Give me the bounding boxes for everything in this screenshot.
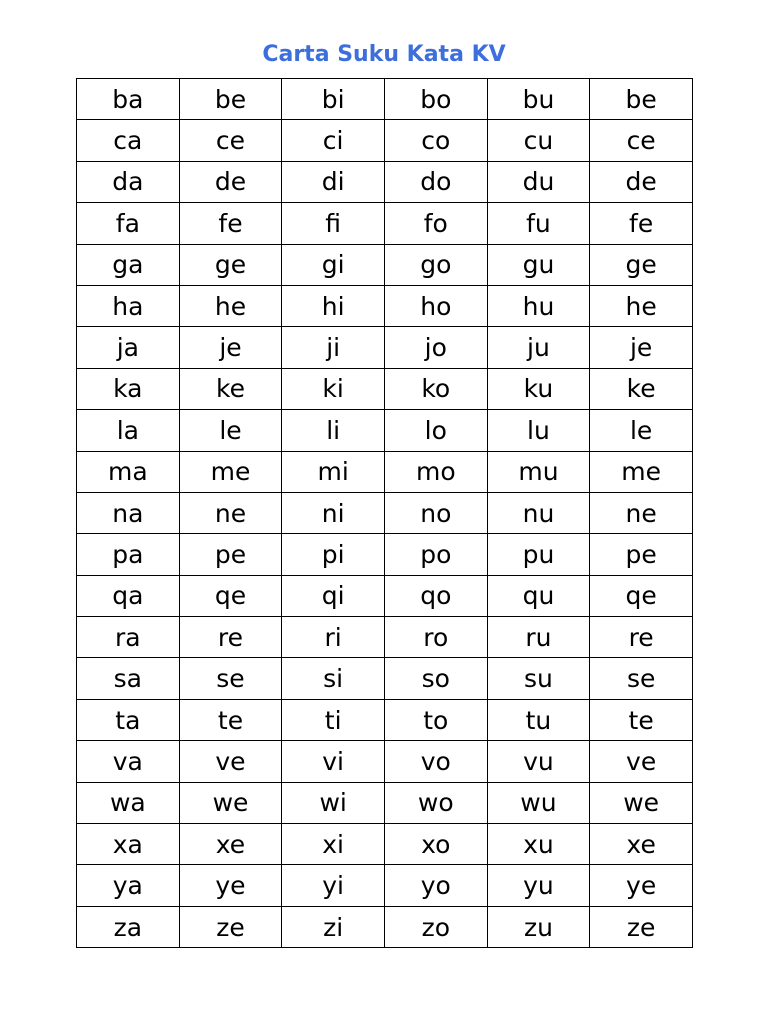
syllable-cell: ci <box>282 120 385 161</box>
syllable-cell: la <box>77 410 180 451</box>
syllable-cell: ma <box>77 451 180 492</box>
syllable-cell: ra <box>77 617 180 658</box>
syllable-cell: ku <box>487 368 590 409</box>
syllable-cell: so <box>384 658 487 699</box>
syllable-cell: zu <box>487 906 590 947</box>
syllable-cell: xe <box>590 824 693 865</box>
table-row <box>77 285 693 326</box>
syllable-cell: va <box>77 741 180 782</box>
syllable-cell: we <box>590 782 693 823</box>
syllable-cell: se <box>590 658 693 699</box>
syllable-cell: vu <box>487 741 590 782</box>
syllable-cell: re <box>590 617 693 658</box>
syllable-cell: fo <box>384 203 487 244</box>
table-row <box>77 368 693 409</box>
syllable-cell: fi <box>282 203 385 244</box>
syllable-cell: qo <box>384 575 487 616</box>
syllable-cell: fu <box>487 203 590 244</box>
syllable-cell: gu <box>487 244 590 285</box>
syllable-cell: mo <box>384 451 487 492</box>
syllable-cell: pu <box>487 534 590 575</box>
syllable-cell: fe <box>590 203 693 244</box>
syllable-cell: su <box>487 658 590 699</box>
syllable-cell: ka <box>77 368 180 409</box>
table-row <box>77 410 693 451</box>
syllable-cell: ca <box>77 120 180 161</box>
syllable-cell: mi <box>282 451 385 492</box>
syllable-cell: be <box>590 79 693 120</box>
syllable-cell: xa <box>77 824 180 865</box>
syllable-cell: ja <box>77 327 180 368</box>
table-row <box>77 492 693 533</box>
syllable-cell: le <box>590 410 693 451</box>
syllable-cell: fa <box>77 203 180 244</box>
syllable-cell: qi <box>282 575 385 616</box>
syllable-cell: na <box>77 492 180 533</box>
syllable-cell: yi <box>282 865 385 906</box>
table-row <box>77 79 693 120</box>
syllable-cell: ru <box>487 617 590 658</box>
table-row <box>77 451 693 492</box>
table-row <box>77 741 693 782</box>
table-row <box>77 327 693 368</box>
syllable-cell: ya <box>77 865 180 906</box>
syllable-cell: me <box>590 451 693 492</box>
syllable-cell: je <box>179 327 282 368</box>
syllable-cell: ne <box>590 492 693 533</box>
syllable-cell: mu <box>487 451 590 492</box>
syllable-cell: to <box>384 699 487 740</box>
syllable-cell: ke <box>590 368 693 409</box>
syllable-cell: xo <box>384 824 487 865</box>
table-row <box>77 906 693 947</box>
syllable-cell: ge <box>179 244 282 285</box>
syllable-cell: wu <box>487 782 590 823</box>
syllable-cell: re <box>179 617 282 658</box>
table-row <box>77 120 693 161</box>
syllable-cell: sa <box>77 658 180 699</box>
syllable-cell: hu <box>487 285 590 326</box>
syllable-cell: ki <box>282 368 385 409</box>
syllable-cell: te <box>179 699 282 740</box>
syllable-cell: no <box>384 492 487 533</box>
syllable-cell: ri <box>282 617 385 658</box>
syllable-cell: pe <box>179 534 282 575</box>
syllable-cell: hi <box>282 285 385 326</box>
syllable-cell: ve <box>590 741 693 782</box>
syllable-cell: vi <box>282 741 385 782</box>
syllable-chart <box>76 78 693 948</box>
syllable-cell: te <box>590 699 693 740</box>
syllable-cell: ji <box>282 327 385 368</box>
syllable-cell: ti <box>282 699 385 740</box>
syllable-cell: de <box>590 161 693 202</box>
syllable-cell: ve <box>179 741 282 782</box>
syllable-cell: jo <box>384 327 487 368</box>
syllable-cell: di <box>282 161 385 202</box>
syllable-cell: za <box>77 906 180 947</box>
table-row <box>77 203 693 244</box>
table-row <box>77 658 693 699</box>
syllable-cell: wo <box>384 782 487 823</box>
syllable-cell: qe <box>590 575 693 616</box>
table-row <box>77 782 693 823</box>
syllable-cell: ko <box>384 368 487 409</box>
syllable-cell: xu <box>487 824 590 865</box>
syllable-cell: he <box>590 285 693 326</box>
syllable-cell: zo <box>384 906 487 947</box>
syllable-cell: do <box>384 161 487 202</box>
syllable-cell: fe <box>179 203 282 244</box>
page-title: Carta Suku Kata KV <box>262 42 506 67</box>
syllable-cell: de <box>179 161 282 202</box>
syllable-cell: ze <box>179 906 282 947</box>
syllable-cell: ju <box>487 327 590 368</box>
syllable-cell: qa <box>77 575 180 616</box>
syllable-cell: ce <box>590 120 693 161</box>
syllable-cell: we <box>179 782 282 823</box>
syllable-cell: be <box>179 79 282 120</box>
table-row <box>77 699 693 740</box>
syllable-cell: qe <box>179 575 282 616</box>
table-row <box>77 534 693 575</box>
syllable-cell: po <box>384 534 487 575</box>
syllable-cell: lu <box>487 410 590 451</box>
syllable-cell: wi <box>282 782 385 823</box>
syllable-cell: pa <box>77 534 180 575</box>
syllable-cell: zi <box>282 906 385 947</box>
syllable-cell: ha <box>77 285 180 326</box>
syllable-cell: ni <box>282 492 385 533</box>
syllable-cell: se <box>179 658 282 699</box>
syllable-cell: bu <box>487 79 590 120</box>
syllable-cell: go <box>384 244 487 285</box>
syllable-cell: lo <box>384 410 487 451</box>
syllable-cell: le <box>179 410 282 451</box>
syllable-cell: tu <box>487 699 590 740</box>
syllable-cell: ro <box>384 617 487 658</box>
syllable-cell: yu <box>487 865 590 906</box>
table-row <box>77 161 693 202</box>
syllable-chart-body <box>77 79 693 948</box>
syllable-cell: ye <box>590 865 693 906</box>
syllable-cell: da <box>77 161 180 202</box>
table-row <box>77 575 693 616</box>
syllable-cell: yo <box>384 865 487 906</box>
syllable-cell: gi <box>282 244 385 285</box>
syllable-cell: wa <box>77 782 180 823</box>
syllable-cell: ho <box>384 285 487 326</box>
syllable-cell: pe <box>590 534 693 575</box>
syllable-cell: xe <box>179 824 282 865</box>
syllable-cell: qu <box>487 575 590 616</box>
table-row <box>77 824 693 865</box>
syllable-cell: ba <box>77 79 180 120</box>
syllable-cell: cu <box>487 120 590 161</box>
syllable-cell: li <box>282 410 385 451</box>
syllable-cell: ye <box>179 865 282 906</box>
table-row <box>77 244 693 285</box>
syllable-cell: ne <box>179 492 282 533</box>
syllable-cell: ge <box>590 244 693 285</box>
syllable-cell: bi <box>282 79 385 120</box>
table-row <box>77 617 693 658</box>
syllable-cell: si <box>282 658 385 699</box>
syllable-cell: nu <box>487 492 590 533</box>
syllable-cell: pi <box>282 534 385 575</box>
syllable-cell: ga <box>77 244 180 285</box>
syllable-cell: ce <box>179 120 282 161</box>
syllable-cell: he <box>179 285 282 326</box>
syllable-cell: ke <box>179 368 282 409</box>
syllable-cell: bo <box>384 79 487 120</box>
syllable-cell: co <box>384 120 487 161</box>
syllable-cell: ta <box>77 699 180 740</box>
syllable-cell: vo <box>384 741 487 782</box>
syllable-cell: me <box>179 451 282 492</box>
syllable-cell: ze <box>590 906 693 947</box>
syllable-cell: du <box>487 161 590 202</box>
table-row <box>77 865 693 906</box>
syllable-cell: je <box>590 327 693 368</box>
syllable-cell: xi <box>282 824 385 865</box>
